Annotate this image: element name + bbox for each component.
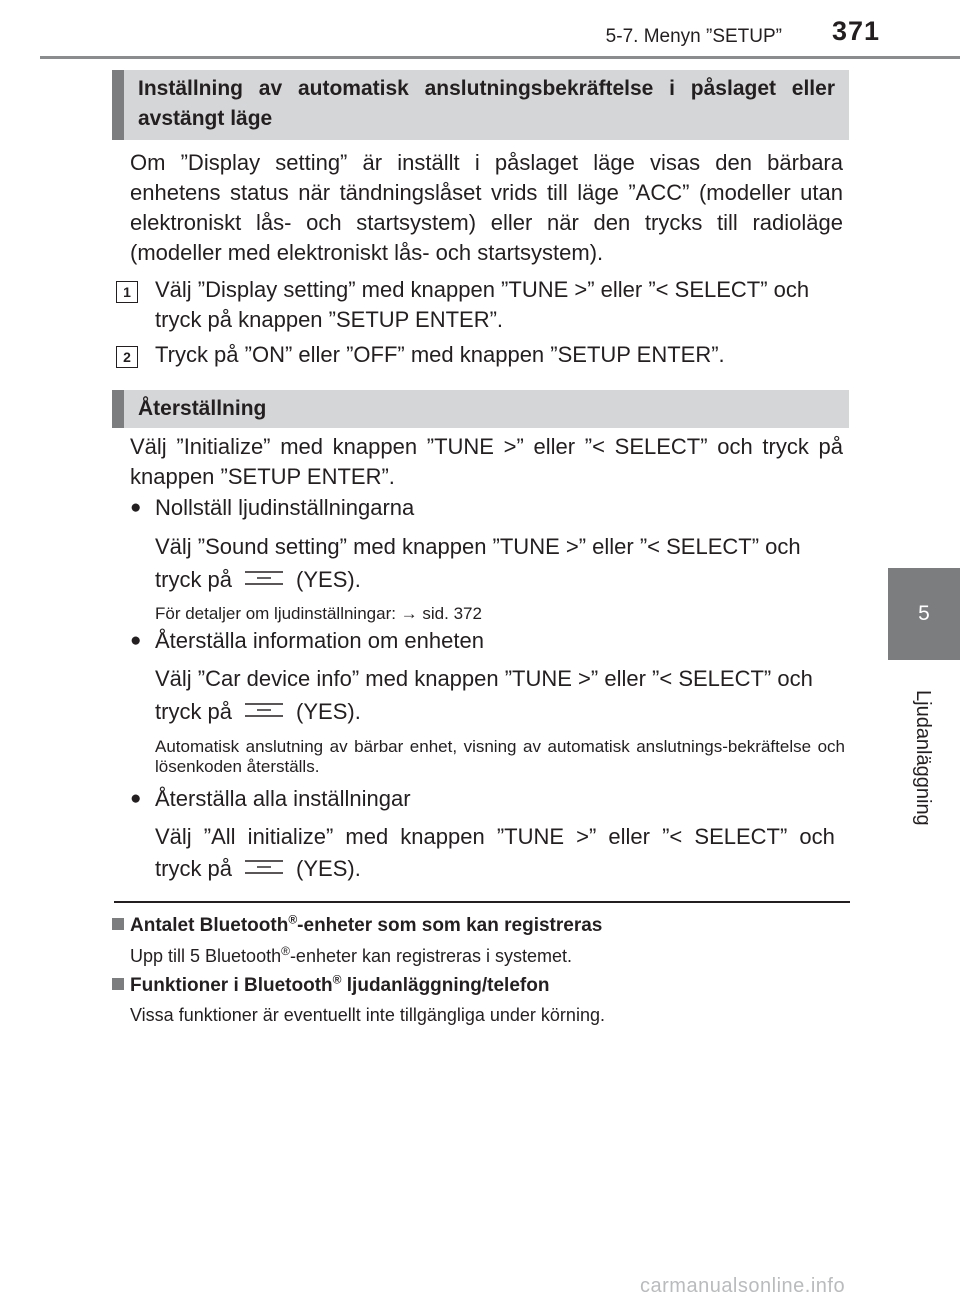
note-1-title-rest: -enheter som som kan registreras <box>297 915 603 936</box>
registered-mark: ® <box>332 972 342 987</box>
step-number-1: 1 <box>116 281 138 303</box>
bullet-icon: ● <box>130 497 142 518</box>
chapter-tab: 5 <box>888 568 960 660</box>
reset-item-3-line2 <box>155 854 361 884</box>
page-number: 371 <box>831 16 880 46</box>
section-heading-reset: Återställning <box>112 390 849 428</box>
reset-item-1-pre: tryck på <box>155 567 233 592</box>
reset-item-3-post: (YES). <box>296 856 361 881</box>
notes-divider <box>114 901 850 903</box>
section-heading-connection: Inställning av automatisk anslutningsbekräftelse i påslaget eller avstängt läge <box>112 70 849 140</box>
reset-item-2-line1: Välj ”Car device info” med knappen ”TUNE >” eller ”< SELECT” och <box>155 666 813 691</box>
reset-item-3-line1: Välj ”All initialize” med knappen ”TUNE >” eller ”< SELECT” och <box>155 824 835 849</box>
header-rule <box>40 56 960 59</box>
registered-mark: ® <box>281 944 290 958</box>
registered-mark: ® <box>288 912 298 927</box>
watermark: carmanualsonline.info <box>640 1275 846 1297</box>
bullet-icon: ● <box>130 788 142 809</box>
note-2-title <box>112 974 549 998</box>
reset-item-3-pre: tryck på <box>155 856 233 881</box>
note-1-body <box>130 944 572 968</box>
preset-button-icon <box>244 703 284 717</box>
reset-item-1-post: (YES). <box>296 567 361 592</box>
bullet-icon: ● <box>130 630 142 651</box>
preset-button-icon <box>244 860 284 874</box>
square-bullet-icon <box>112 918 124 930</box>
reset-item-3-title: Återställa alla inställningar <box>155 786 411 811</box>
reset-item-1-note: För detaljer om ljudinställningar: → sid. 372 <box>155 604 482 623</box>
step-2-text: Tryck på ”ON” eller ”OFF” med knappen ”SETUP ENTER”. <box>155 342 725 367</box>
preset-button-icon <box>244 571 284 585</box>
step-1-text: Välj ”Display setting” med knappen ”TUNE >” eller ”< SELECT” och tryck på knappen ”SETUP ENTER”. <box>155 277 810 332</box>
reset-item-1-line2 <box>155 565 361 595</box>
note-1-title-text: Antalet Bluetooth <box>130 915 289 936</box>
reset-item-1-line1: Välj ”Sound setting” med knappen ”TUNE >” eller ”< SELECT” och <box>155 534 801 559</box>
note-2-title-rest: ljudanläggning/telefon <box>341 975 550 996</box>
square-bullet-icon <box>112 978 124 990</box>
note-1-body-text: Upp till 5 Bluetooth <box>130 946 282 966</box>
section1-intro: Om ”Display setting” är inställt i påslaget läge visas den bärbara enhetens status när tändningslåset vrids till läge ”ACC” (modeller utan elektroniskt lås- och startsystem) eller när den trycks till radioläge (modeller med elektroniskt lås- och startsystem). <box>130 150 843 265</box>
page-header <box>0 0 960 62</box>
step-number-2: 2 <box>116 346 138 368</box>
reset-item-2-title: Återställa information om enheten <box>155 628 484 653</box>
reset-item-2-pre: tryck på <box>155 699 233 724</box>
reset-item-2-line2 <box>155 697 361 727</box>
reset-item-1-title: Nollställ ljudinställningarna <box>155 495 415 520</box>
note-1-body-rest: -enheter kan registreras i systemet. <box>289 946 573 966</box>
note-2-title-text: Funktioner i Bluetooth <box>130 975 333 996</box>
chapter-label: Ljudanläggning <box>912 690 934 826</box>
section-title: 5-7. Menyn ”SETUP” <box>605 26 782 47</box>
reset-item-2-note: Automatisk anslutning av bärbar enhet, visning av automatisk anslutnings-bekräftelse och lösenkoden återställs. <box>155 737 845 776</box>
chapter-tab-divider <box>888 660 960 662</box>
section2-intro: Välj ”Initialize” med knappen ”TUNE >” eller ”< SELECT” och tryck på knappen ”SETUP ENTER”. <box>130 434 843 489</box>
note-2-body: Vissa funktioner är eventuellt inte tillgängliga under körning. <box>130 1005 605 1025</box>
reset-item-2-post: (YES). <box>296 699 361 724</box>
note-1-title <box>112 914 602 938</box>
